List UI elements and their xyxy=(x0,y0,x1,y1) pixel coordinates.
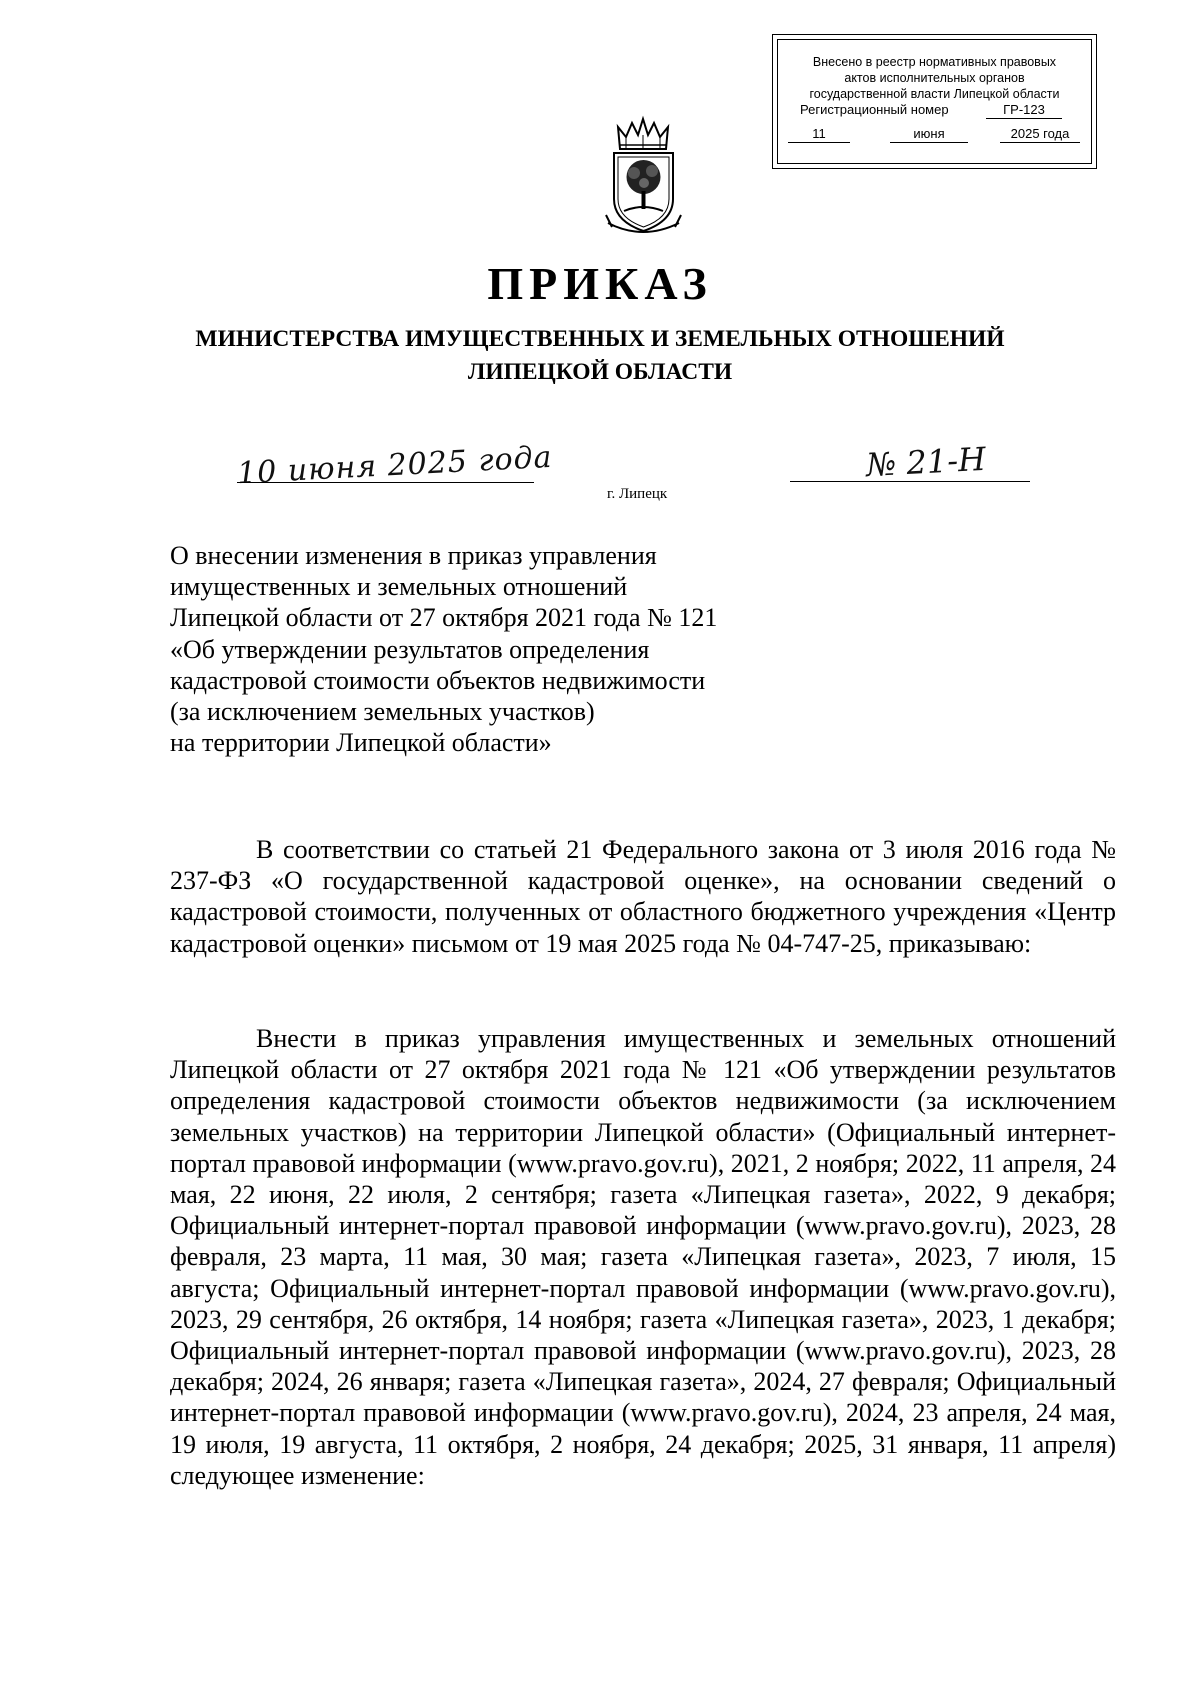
subject-line: имущественных и земельных отношений xyxy=(170,572,628,602)
ministry-name-line-1: МИНИСТЕРСТВА ИМУЩЕСТВЕННЫХ И ЗЕМЕЛЬНЫХ ОТНОШЕНИЙ xyxy=(195,326,1005,352)
number-underline xyxy=(790,481,1030,482)
ministry-name xyxy=(0,323,1200,389)
registry-stamp xyxy=(777,39,1092,164)
body-paragraph-2: Внести в приказ управления имущественных и земельных отношений Липецкой области от 27 октября 2021 года № 121 «Об утверждении результатов определения кадастровой стоимости объектов недвижимости (за исключением земельных участков) на территории Липецкой области» (Официальный интернет-портал правовой информации (www.pravo.gov.ru), 2021, 2 ноября; 2022, 11 апреля, 24 мая, 22 июня, 22 июля, 2 сентября; газета «Липецкая газета», 2022, 9 декабря; Официальный интернет-портал правовой информации (www.pravo.gov.ru), 2023, 28 февраля, 23 марта, 11 мая, 30 мая; газета «Липецкая газета», 2023, 7 июля, 15 августа; Официальный интернет-портал правовой информации (www.pravo.gov.ru), 2023, 29 сентября, 26 октября, 14 ноября; газета «Липецкая газета», 2023, 1 декабря; Официальный интернет-портал правовой информации (www.pravo.gov.ru), 2023, 28 декабря; 2024, 26 января; газета «Липецкая газета», 2024, 27 февраля; Официальный интернет-портал правовой информации (www.pravo.gov.ru), 2024, 23 апреля, 24 мая, 19 июля, 19 августа, 11 октября, 2 ноября, 24 декабря; 2025, 31 января, 11 апреля) следующее изменение: xyxy=(170,1024,1116,1490)
handwritten-date: 10 июня 2025 года xyxy=(236,439,554,492)
subject-line: (за исключением земельных участков) xyxy=(170,697,595,727)
city-label: г. Липецк xyxy=(607,486,668,502)
registry-year: 2025 года xyxy=(1000,126,1080,143)
subject-line: О внесении изменения в приказ управления xyxy=(170,541,657,570)
registry-line-3: государственной власти Липецкой области xyxy=(809,87,1060,101)
registry-day: 11 xyxy=(788,126,850,143)
registry-number-label: Регистрационный номер xyxy=(800,102,949,117)
coat-of-arms-icon xyxy=(596,115,691,241)
subject-line: Липецкой области от 27 октября 2021 года № 121 xyxy=(170,603,718,633)
ministry-name-line-2: ЛИПЕЦКОЙ ОБЛАСТИ xyxy=(467,359,733,385)
registry-line-1: Внесено в реестр нормативных правовых xyxy=(812,55,1057,69)
subject-block xyxy=(170,540,790,758)
subject-line: «Об утверждении результатов определения xyxy=(170,634,650,664)
handwritten-number: № 21-Н xyxy=(865,439,987,485)
subject-line: на территории Липецкой области» xyxy=(170,728,552,758)
subject-line: кадастровой стоимости объектов недвижимости xyxy=(170,665,706,695)
registry-number-value: ГР-123 xyxy=(986,102,1062,119)
document-title: ПРИКАЗ xyxy=(487,258,713,309)
body-paragraph-1: В соответствии со статьей 21 Федерального закона от 3 июля 2016 года № 237-ФЗ «О государственной кадастровой оценке», на основании сведений о кадастровой стоимости, полученных от областного бюджетного учреждения «Центр кадастровой оценки» письмом от 19 мая 2025 года № 04-747-25, приказываю: xyxy=(170,835,1116,958)
registry-line-2: актов исполнительных органов xyxy=(844,71,1025,85)
registry-month: июня xyxy=(890,126,968,143)
date-underline xyxy=(237,482,534,483)
